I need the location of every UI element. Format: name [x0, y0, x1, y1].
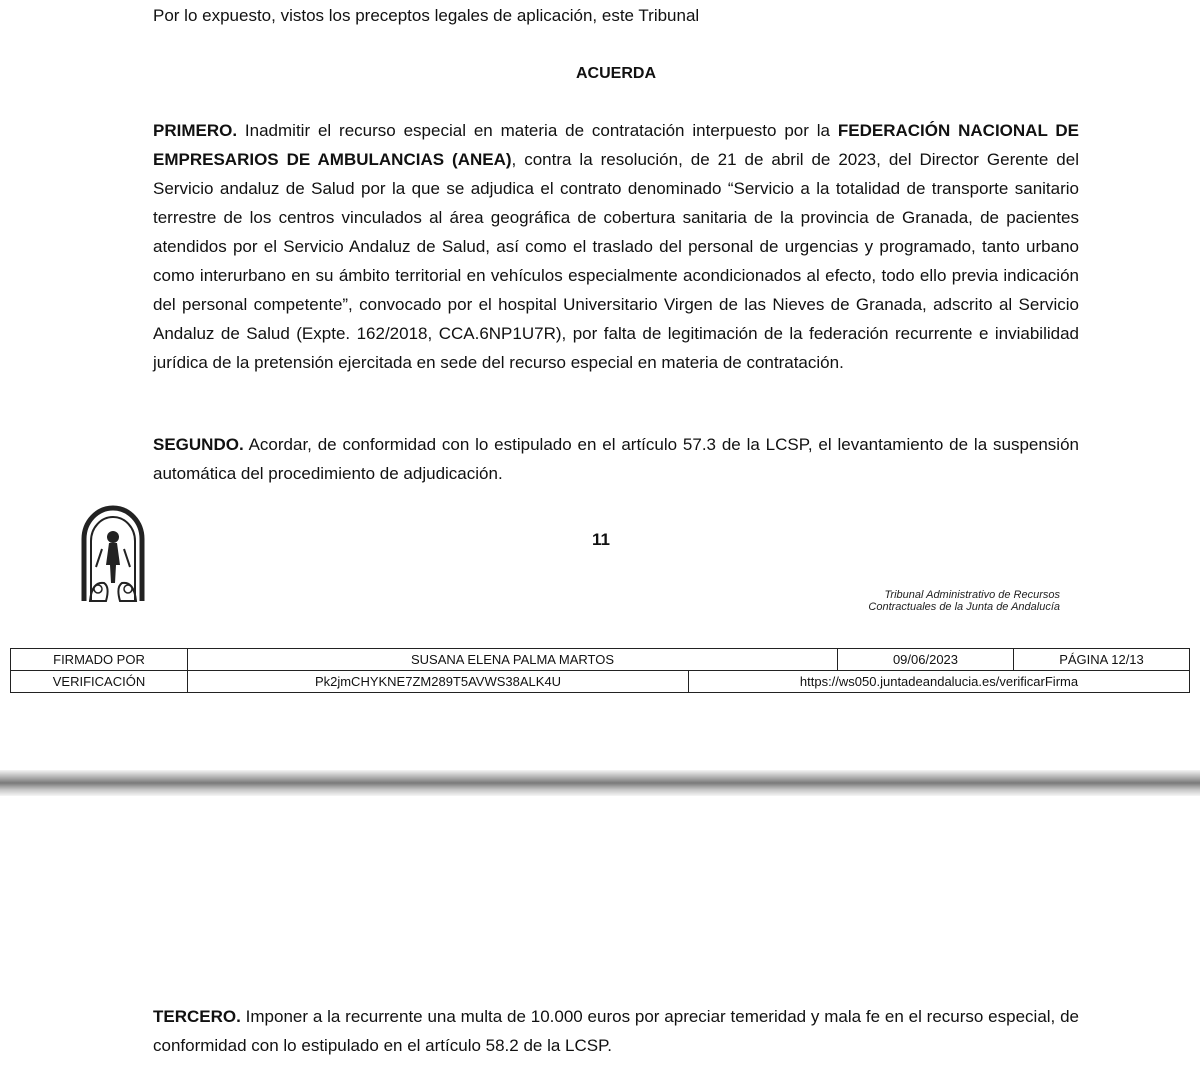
segundo-label: SEGUNDO. [153, 435, 244, 454]
primero-text-start: Inadmitir el recurso especial en materia de contratación interpuesto por la [237, 121, 838, 140]
tribunal-line-2: Contractuales de la Junta de Andalucía [868, 601, 1060, 613]
tercero-label: TERCERO. [153, 1007, 241, 1026]
tribunal-footer [868, 589, 1060, 613]
paragraph-tercero [153, 1002, 1079, 1060]
intro-text: Por lo expuesto, vistos los preceptos legales de aplicación, este Tribunal [153, 6, 700, 25]
primero-party: FEDERACIÓN NACIONAL DE EMPRESARIOS DE AMBULANCIAS (ANEA) [153, 121, 1079, 169]
signature-date: 09/06/2023 [838, 649, 1014, 671]
firmado-label: FIRMADO POR [11, 649, 188, 671]
signer-name: SUSANA ELENA PALMA MARTOS [188, 649, 838, 671]
signature-row [11, 649, 1190, 671]
segundo-text: Acordar, de conformidad con lo estipulado en el artículo 57.3 de la LCSP, el levantamiento de la suspensión automática del procedimiento de adjudicación. [153, 435, 1079, 483]
page-number: 11 [592, 530, 610, 549]
verificacion-label: VERIFICACIÓN [11, 671, 188, 693]
verification-code: Pk2jmCHYKNE7ZM289T5AVWS38ALK4U [188, 671, 689, 693]
page-separator [0, 770, 1200, 796]
section-heading: ACUERDA [576, 65, 656, 82]
verification-url[interactable]: https://ws050.juntadeandalucia.es/verificarFirma [689, 671, 1190, 693]
tercero-text: Imponer a la recurrente una multa de 10.000 euros por apreciar temeridad y mala fe en el recurso especial, de conformidad con lo estipulado en el artículo 58.2 de la LCSP. [153, 1007, 1079, 1055]
paragraph-segundo [153, 430, 1079, 488]
tribunal-line-1: Tribunal Administrativo de Recursos [884, 589, 1060, 601]
primero-text-rest: , contra la resolución, de 21 de abril de 2023, del Director Gerente del Servicio andaluz de Salud por la que se adjudica el contrato denominado “Servicio a la totalidad de transporte sanitario terrestre de los centros vinculados al área geográfica de cobertura sanitaria de la provincia de Granada, de pacientes atendidos por el Servicio Andaluz de Salud, así como el traslado del personal de urgencias y programado, tanto urbano como interurbano en su ámbito territorial en vehículos especialmente acondicionados al efecto, todo ello previa indicación del personal competente”, convocado por el hospital Universitario Virgen de las Nieves de Granada, adscrito al Servicio Andaluz de Salud (Expte. 162/2018, CCA.6NP1U7R), por falta de legitimación de la federación recurrente e inviabilidad jurídica de la pretensión ejercitada en sede del recurso especial en materia de contratación. [153, 150, 1079, 372]
paragraph-primero [153, 116, 1079, 377]
junta-andalucia-logo [76, 493, 150, 603]
primero-label: PRIMERO. [153, 121, 238, 140]
signature-table [10, 648, 1190, 693]
signature-page: PÁGINA 12/13 [1014, 649, 1190, 671]
verification-row [11, 671, 1190, 693]
